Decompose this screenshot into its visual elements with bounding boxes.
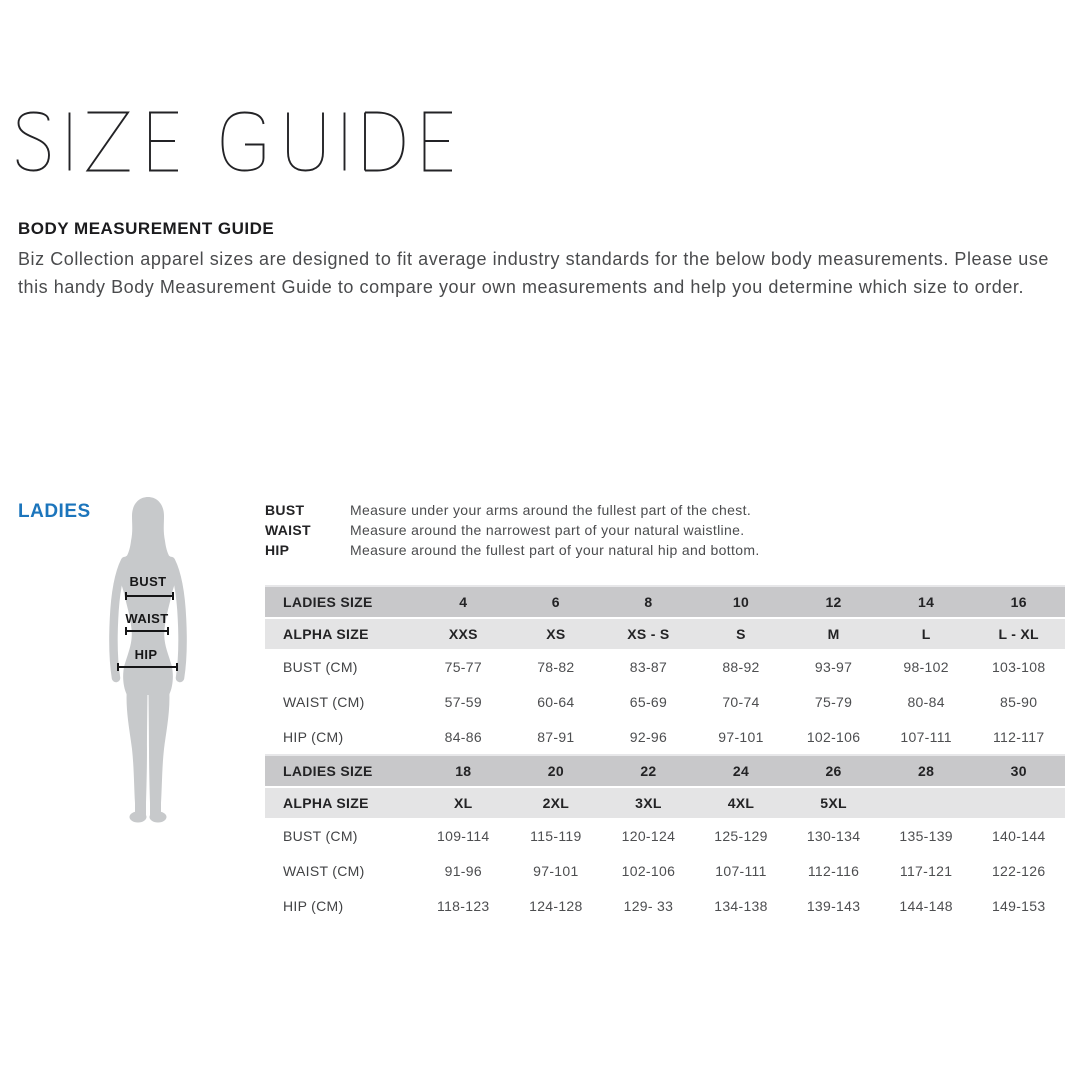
- table-row-alpha: [265, 619, 1065, 649]
- row-label: HIP (CM): [283, 728, 344, 745]
- table-cell: 117-121: [899, 862, 953, 879]
- table-cell: 125-129: [714, 827, 768, 844]
- figure-bust-label: BUST: [129, 574, 167, 589]
- figure-hip-label: HIP: [134, 647, 158, 662]
- table-cell: 98-102: [903, 658, 949, 675]
- ladies-figure: [98, 497, 198, 824]
- table-cell: 12: [825, 594, 842, 610]
- table-row-data: [265, 684, 1065, 719]
- table-cell: XL: [454, 795, 473, 811]
- table-cell: 112-117: [993, 728, 1045, 745]
- row-label: ALPHA SIZE: [283, 795, 369, 811]
- table-cell: 5XL: [820, 795, 847, 811]
- definition-text: Measure around the narrowest part of your natural waistline.: [350, 522, 745, 538]
- row-label: BUST (CM): [283, 827, 358, 844]
- table-cell: 83-87: [629, 658, 668, 675]
- table-cell: 57-59: [444, 693, 482, 710]
- table-cell: 4: [459, 594, 468, 610]
- definition-term: BUST: [265, 502, 305, 518]
- definition-row: [265, 500, 825, 520]
- table-row-data: [265, 818, 1065, 853]
- table-cell: 124-128: [529, 897, 583, 914]
- table-row-data: [265, 853, 1065, 888]
- table-cell: 149-153: [991, 897, 1046, 914]
- table-cell: 70-74: [722, 693, 760, 710]
- table-cell: 24: [732, 763, 750, 779]
- table-cell: 107-111: [715, 862, 767, 879]
- table-cell: 103-108: [991, 658, 1046, 675]
- page-title: [16, 111, 453, 172]
- table-cell: 139-143: [806, 897, 861, 914]
- definition-term: WAIST: [265, 522, 311, 538]
- table-cell: 122-126: [991, 862, 1046, 879]
- table-cell: 102-106: [806, 728, 861, 745]
- table-cell: 91-96: [444, 862, 482, 879]
- table-cell: 107-111: [900, 728, 952, 745]
- table-cell: 134-138: [714, 897, 768, 914]
- row-label: BUST (CM): [283, 658, 358, 675]
- table-cell: 97-101: [718, 728, 764, 745]
- table-cell: 115-119: [530, 827, 582, 844]
- table-row-size: [265, 585, 1065, 619]
- table-cell: 80-84: [907, 693, 945, 710]
- ladies-label: LADIES: [18, 501, 91, 522]
- size-table: [265, 585, 1065, 923]
- table-row-size: [265, 754, 1065, 788]
- page-title-glyphs: [16, 111, 453, 172]
- table-cell: 102-106: [621, 862, 676, 879]
- table-cell: 4XL: [727, 795, 755, 811]
- table-cell: 22: [640, 763, 657, 779]
- table-cell: 109-114: [437, 827, 490, 844]
- row-label: ALPHA SIZE: [283, 626, 369, 642]
- table-cell: 3XL: [635, 795, 662, 811]
- table-row-data: [265, 649, 1065, 684]
- table-cell: 30: [1010, 763, 1027, 779]
- row-label: LADIES SIZE: [283, 763, 373, 779]
- table-cell: 78-82: [537, 658, 575, 675]
- row-label: WAIST (CM): [283, 862, 365, 879]
- table-cell: 144-148: [899, 897, 953, 914]
- table-cell: 135-139: [899, 827, 953, 844]
- table-cell: 130-134: [806, 827, 861, 844]
- table-cell: 97-101: [533, 862, 579, 879]
- table-cell: L: [921, 626, 931, 642]
- table-cell: 93-97: [814, 658, 853, 675]
- definition-row: [265, 540, 825, 560]
- table-cell: 8: [644, 594, 653, 610]
- table-cell: 84-86: [444, 728, 482, 745]
- table-cell: 140-144: [991, 827, 1046, 844]
- definition-row: [265, 520, 825, 540]
- table-row-alpha: [265, 788, 1065, 818]
- figure-waist-label: WAIST: [125, 611, 169, 626]
- table-cell: 118-123: [437, 897, 490, 914]
- table-cell: 2XL: [542, 795, 570, 811]
- section-heading: BODY MEASUREMENT GUIDE: [18, 219, 275, 238]
- table-cell: 6: [551, 594, 560, 610]
- table-cell: 87-91: [537, 728, 575, 745]
- table-cell: 112-116: [807, 862, 860, 879]
- table-cell: 75-77: [444, 658, 482, 675]
- table-cell: 92-96: [629, 728, 668, 745]
- definition-text: Measure around the fullest part of your natural hip and bottom.: [350, 542, 760, 558]
- definition-term: HIP: [265, 542, 290, 558]
- table-cell: XXS: [448, 626, 478, 642]
- definition-text: Measure under your arms around the fullest part of the chest.: [350, 502, 752, 518]
- intro-line-2: this handy Body Measurement Guide to compare your own measurements and help you determine which size to order.: [18, 276, 1024, 297]
- table-cell: 85-90: [1000, 693, 1038, 710]
- table-cell: 14: [918, 594, 935, 610]
- table-cell: 18: [455, 763, 472, 779]
- row-label: LADIES SIZE: [283, 594, 373, 610]
- row-label: HIP (CM): [283, 897, 344, 914]
- ladies-figure-silhouette: [98, 497, 198, 824]
- table-row-data: [265, 719, 1065, 754]
- table-cell: 16: [1010, 594, 1027, 610]
- table-cell: 20: [547, 763, 564, 779]
- row-label: WAIST (CM): [283, 693, 365, 710]
- table-cell: L - XL: [998, 626, 1039, 642]
- table-cell: 10: [732, 594, 750, 610]
- table-cell: XS: [546, 626, 566, 642]
- table-cell: S: [736, 626, 746, 642]
- table-cell: 75-79: [814, 693, 853, 710]
- table-cell: 65-69: [629, 693, 668, 710]
- table-cell: 28: [918, 763, 935, 779]
- table-cell: 26: [825, 763, 842, 779]
- table-cell: XS - S: [627, 626, 670, 642]
- table-cell: 88-92: [722, 658, 760, 675]
- table-cell: 120-124: [621, 827, 676, 844]
- table-cell: 60-64: [537, 693, 575, 710]
- intro-paragraph: [18, 246, 1073, 301]
- definitions-list: [265, 500, 825, 560]
- table-row-data: [265, 888, 1065, 923]
- intro-line-1: Biz Collection apparel sizes are designed to fit average industry standards for the below body measurements. Please use: [18, 249, 1049, 269]
- table-cell: 129- 33: [623, 897, 674, 914]
- table-cell: M: [827, 626, 840, 642]
